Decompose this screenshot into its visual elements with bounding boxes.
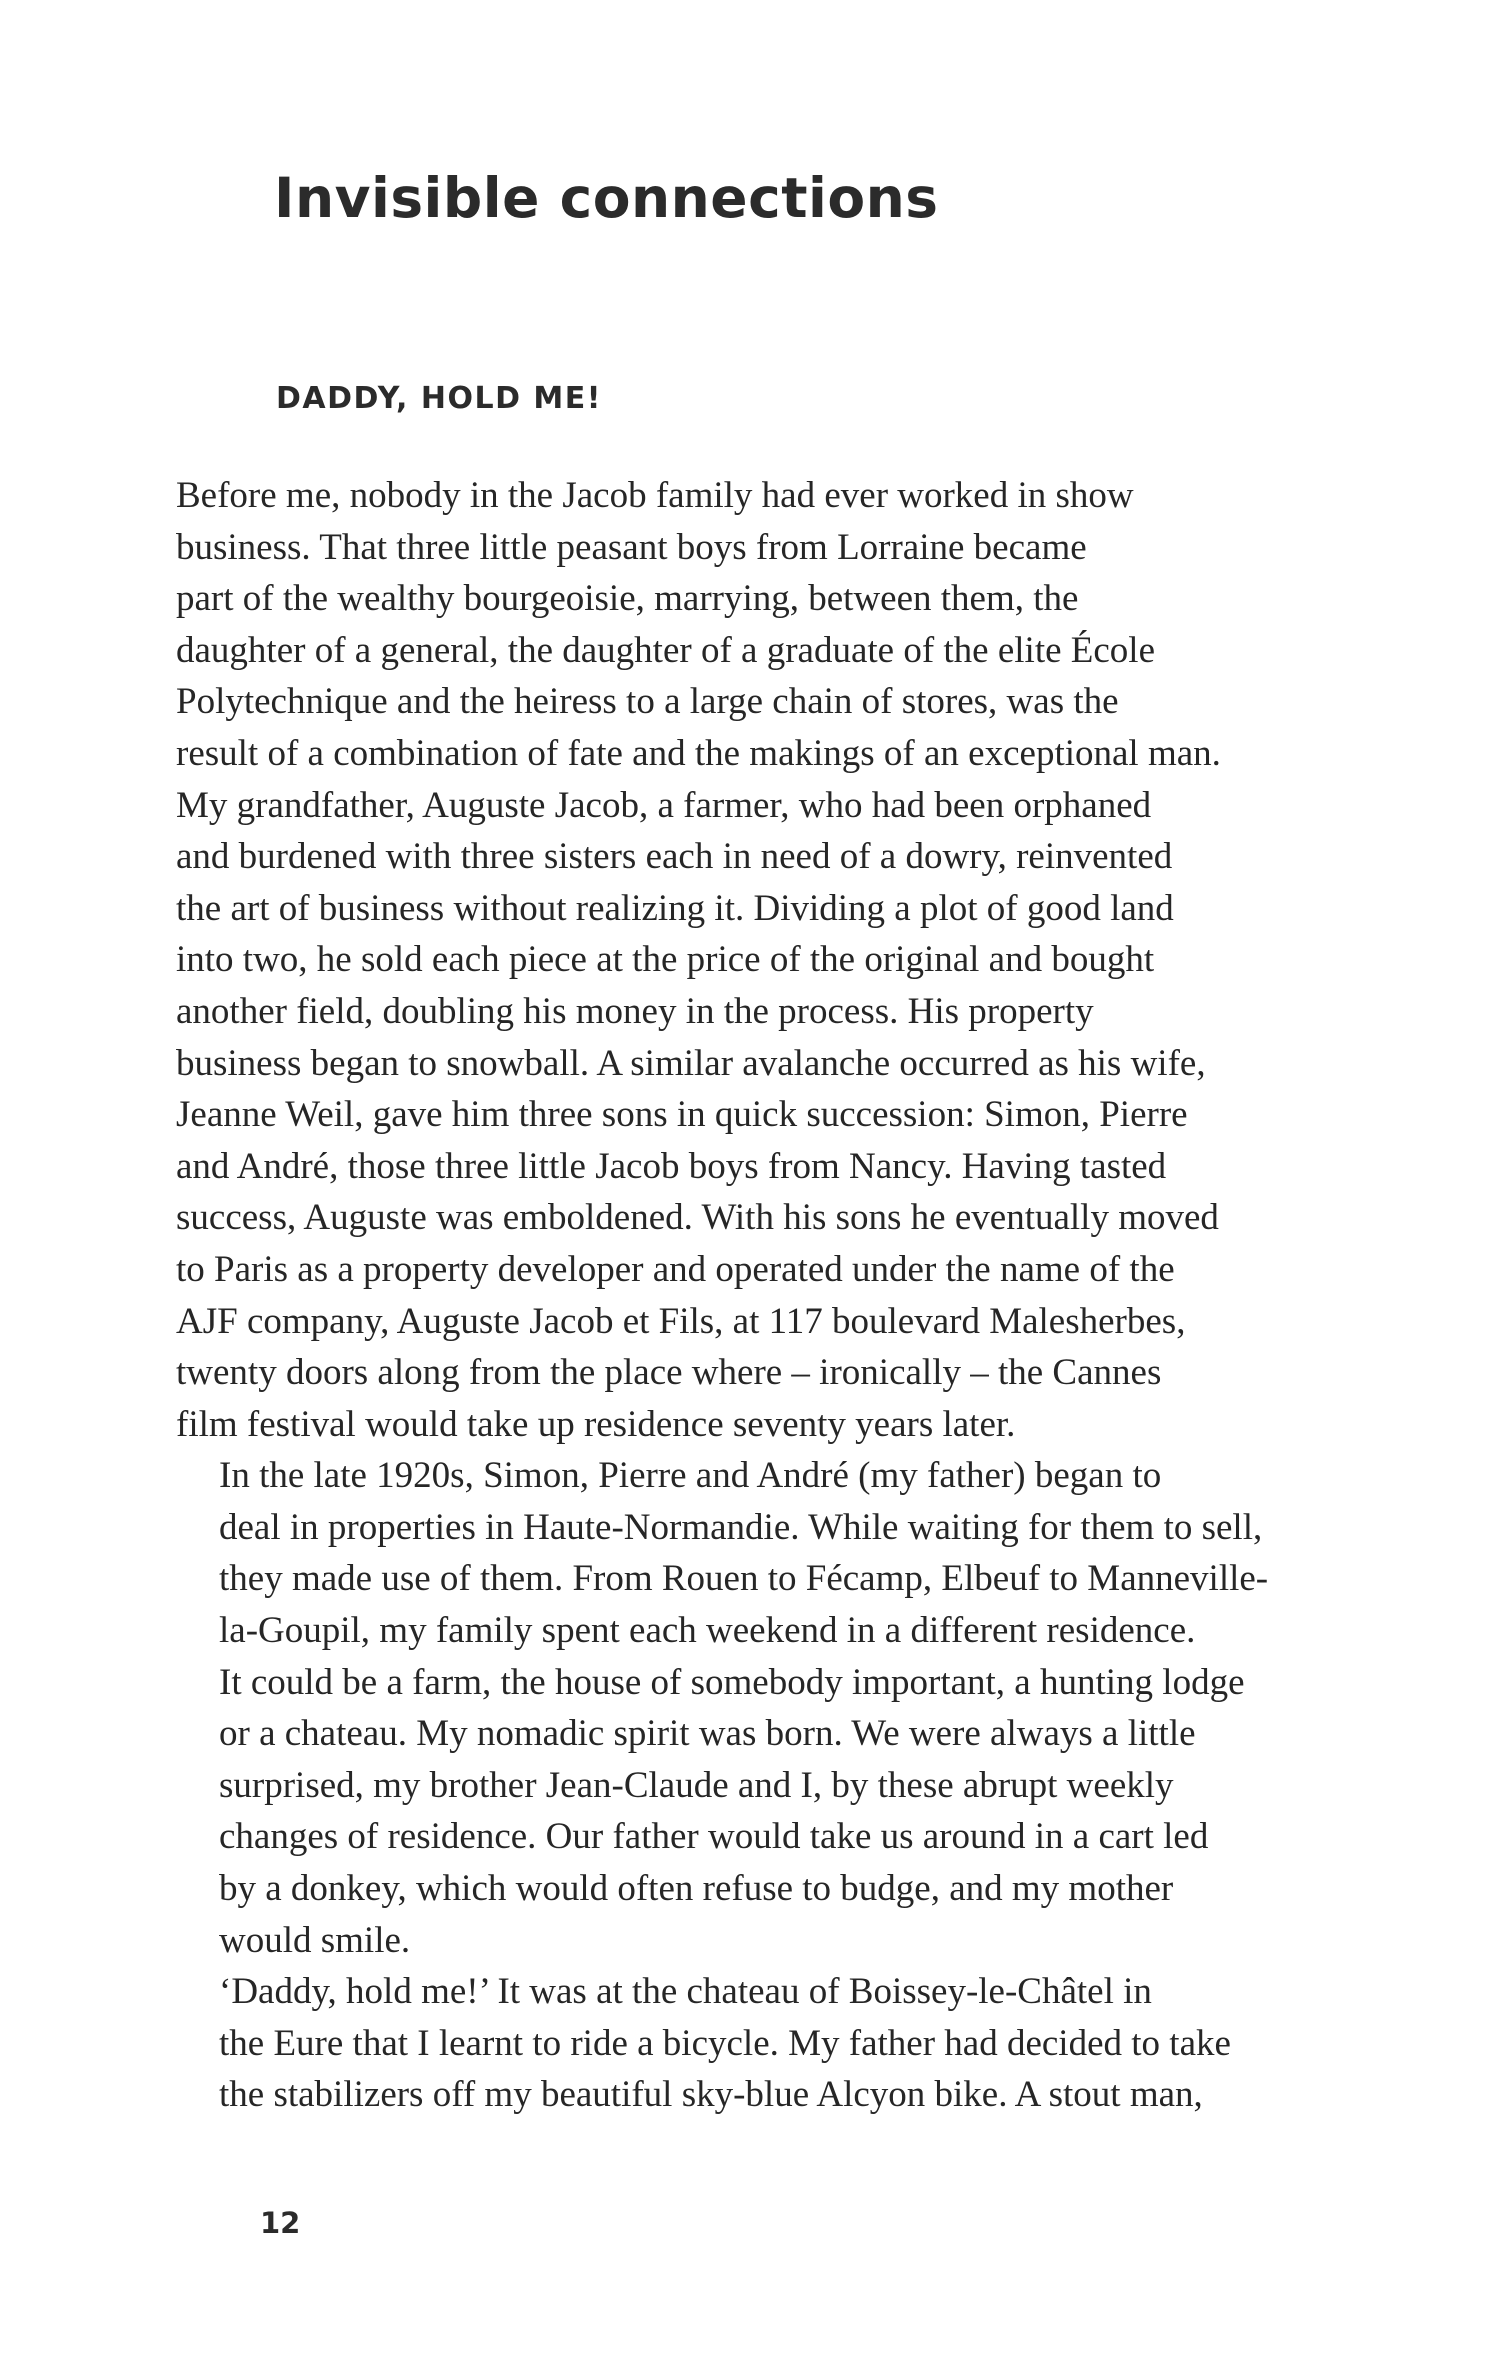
text-line: business. That three little peasant boys from Lorraine became — [176, 526, 1087, 568]
text-line: In the late 1920s, Simon, Pierre and André (my father) began to — [219, 1455, 1162, 1497]
paragraph — [176, 1450, 1351, 1966]
text-line: they made use of them. From Rouen to Fécamp, Elbeuf to Manneville- — [219, 1558, 1269, 1600]
text-line: Polytechnique and the heiress to a large chain of stores, was the — [176, 681, 1119, 723]
page-number: 12 — [260, 2206, 301, 2240]
text-line: It could be a farm, the house of somebody important, a hunting lodge — [219, 1661, 1245, 1703]
paragraph — [176, 1966, 1351, 2121]
text-line: the art of business without realizing it. Dividing a plot of good land — [176, 887, 1174, 929]
text-line: and André, those three little Jacob boys from Nancy. Having tasted — [176, 1145, 1167, 1187]
text-line: and burdened with three sisters each in need of a dowry, reinvented — [176, 836, 1173, 878]
text-line: business began to snowball. A similar avalanche occurred as his wife, — [176, 1042, 1206, 1084]
text-line: by a donkey, which would often refuse to budge, and my mother — [219, 1868, 1174, 1910]
text-line: would smile. — [219, 1919, 411, 1961]
text-line: the Eure that I learnt to ride a bicycle. My father had decided to take — [219, 2022, 1231, 2064]
chapter-title: Invisible connections — [274, 166, 939, 230]
text-line: la-Goupil, my family spent each weekend in a different residence. — [219, 1610, 1196, 1652]
text-line: changes of residence. Our father would take us around in a cart led — [219, 1816, 1209, 1858]
text-line: result of a combination of fate and the makings of an exceptional man. — [176, 732, 1221, 774]
text-line: the stabilizers off my beautiful sky-blue Alcyon bike. A stout man, — [219, 2074, 1203, 2116]
text-line: surprised, my brother Jean-Claude and I, by these abrupt weekly — [219, 1764, 1174, 1806]
text-line: twenty doors along from the place where – ironically – the Cannes — [176, 1352, 1162, 1394]
text-line: AJF company, Auguste Jacob et Fils, at 117 boulevard Malesherbes, — [176, 1300, 1186, 1342]
text-line: or a chateau. My nomadic spirit was born. We were always a little — [219, 1713, 1196, 1755]
text-line: into two, he sold each piece at the price of the original and bought — [176, 939, 1155, 981]
text-line: ‘Daddy, hold me!’ It was at the chateau of Boissey-le-Châtel in — [219, 1971, 1152, 2013]
paragraph — [176, 470, 1351, 1450]
body-text — [176, 470, 1351, 2121]
section-heading: DADDY, HOLD ME! — [276, 381, 602, 416]
text-line: film festival would take up residence seventy years later. — [176, 1403, 1016, 1445]
text-line: to Paris as a property developer and operated under the name of the — [176, 1248, 1175, 1290]
text-line: deal in properties in Haute-Normandie. While waiting for them to sell, — [219, 1506, 1263, 1548]
text-line: success, Auguste was emboldened. With his sons he eventually moved — [176, 1197, 1219, 1239]
text-line: part of the wealthy bourgeoisie, marrying, between them, the — [176, 578, 1079, 620]
text-line: Jeanne Weil, gave him three sons in quick succession: Simon, Pierre — [176, 1094, 1188, 1136]
text-line: My grandfather, Auguste Jacob, a farmer, who had been orphaned — [176, 784, 1152, 826]
text-line: daughter of a general, the daughter of a graduate of the elite École — [176, 629, 1156, 671]
text-line: another field, doubling his money in the process. His property — [176, 990, 1094, 1032]
text-line: Before me, nobody in the Jacob family had ever worked in show — [176, 475, 1134, 516]
